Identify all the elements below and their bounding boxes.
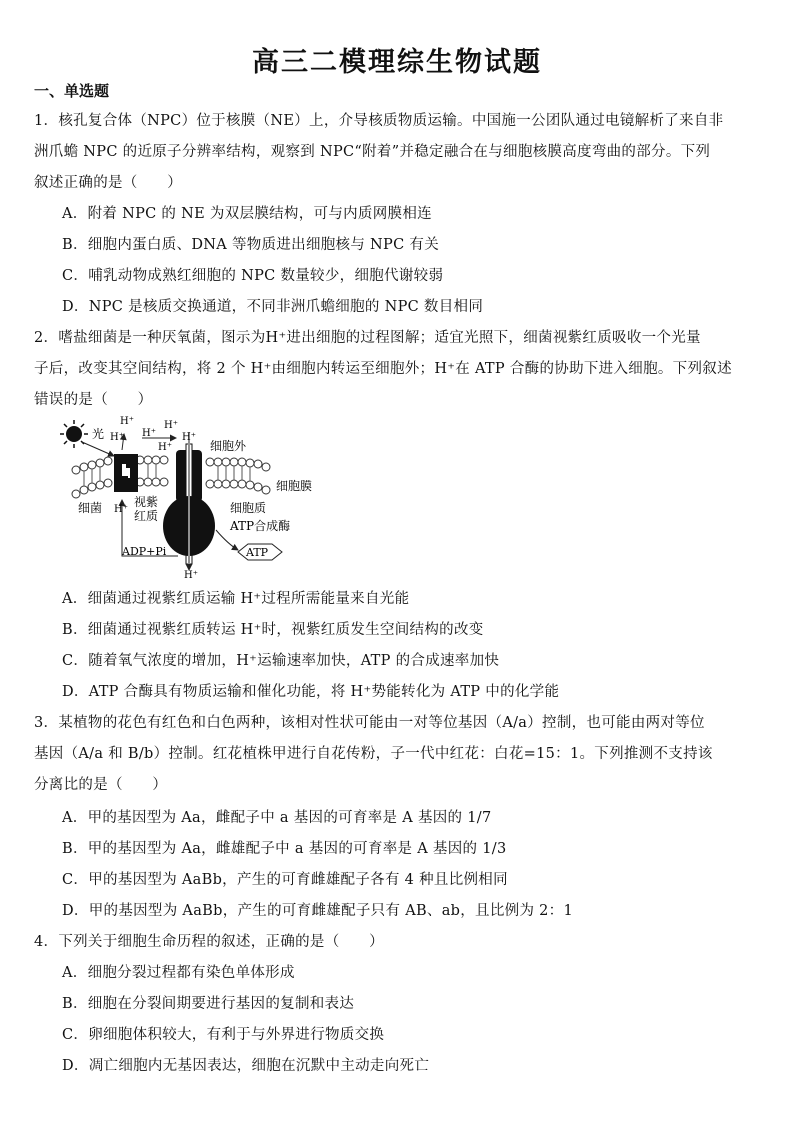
page-title: 高三二模理综生物试题 bbox=[252, 47, 542, 78]
q1-stem-line-1: 1．核孔复合体（NPC）位于核膜（NE）上，介导核质物质运输。中国施一公团队通过电镜解析了来自非 bbox=[34, 113, 724, 129]
q3-option-d: D．甲的基因型为 AaBb，产生的可育雌雄配子只有 AB、ab，且比例为 2：1 bbox=[62, 903, 574, 919]
q4-option-c: C．卵细胞体积较大，有利于与外界进行物质交换 bbox=[62, 1027, 385, 1043]
q1-option-c: C．哺乳动物成熟红细胞的 NPC 数量较少，细胞代谢较弱 bbox=[62, 268, 444, 284]
label-atp: ATP bbox=[246, 546, 269, 559]
label-h-1: H⁺ bbox=[120, 416, 134, 427]
label-h-7: H⁺ bbox=[114, 504, 128, 515]
sun-icon bbox=[60, 420, 88, 448]
label-h-4: H⁺ bbox=[164, 420, 178, 431]
label-bacteria: 细菌 bbox=[78, 501, 103, 515]
q4-stem-line-1: 4．下列关于细胞生命历程的叙述，正确的是（ ） bbox=[34, 934, 384, 950]
q3-stem-line-2: 基因（A/a 和 B/b）控制。红花植株甲进行自花传粉，子一代中红花：白花=15：1。下列推测不支持该 bbox=[34, 746, 713, 762]
label-atp-synthase: ATP合成酶 bbox=[230, 519, 291, 533]
q3-stem-line-1: 3．某植物的花色有红色和白色两种，该相对性状可能由一对等位基因（A/a）控制，也可能由两对等位 bbox=[34, 715, 705, 731]
q3-stem-line-3: 分离比的是（ ） bbox=[34, 777, 168, 793]
q1-option-a: A．附着 NPC 的 NE 为双层膜结构，可与内质网膜相连 bbox=[62, 206, 432, 222]
label-outside: 细胞外 bbox=[210, 439, 247, 453]
label-membrane: 细胞膜 bbox=[276, 479, 313, 493]
q4-option-a: A．细胞分裂过程都有染色单体形成 bbox=[62, 965, 295, 981]
section-heading: 一、单选题 bbox=[34, 82, 110, 100]
q2-stem-line-2: 子后，改变其空间结构，将 2 个 H⁺由细胞内转运至细胞外；H⁺在 ATP 合酶的协助下进入细胞。下列叙述 bbox=[34, 361, 732, 377]
q1-stem-line-2: 洲爪蟾 NPC 的近原子分辨率结构，观察到 NPC“附着”并稳定融合在与细胞核膜高度弯曲的部分。下列 bbox=[34, 144, 711, 160]
label-h-8: H⁺ bbox=[184, 570, 198, 580]
q2-option-d: D．ATP 合酶具有物质运输和催化功能，将 H⁺势能转化为 ATP 中的化学能 bbox=[62, 684, 560, 700]
q3-option-c: C．甲的基因型为 AaBb，产生的可育雌雄配子各有 4 种且比例相同 bbox=[62, 872, 508, 888]
q2-option-b: B．细菌通过视紫红质转运 H⁺时，视紫红质发生空间结构的改变 bbox=[62, 622, 484, 638]
q4-option-b: B．细胞在分裂间期要进行基因的复制和表达 bbox=[62, 996, 355, 1012]
q2-stem-line-1: 2．嗜盐细菌是一种厌氧菌，图示为H⁺进出细胞的过程图解；适宜光照下，细菌视紫红质吸收一个光量 bbox=[34, 330, 701, 346]
label-light: 光 bbox=[92, 427, 105, 441]
q3-option-a: A．甲的基因型为 Aa，雌配子中 a 基因的可育率是 A 基因的 1/7 bbox=[62, 810, 492, 826]
label-h-3: H⁺ bbox=[142, 428, 156, 439]
label-h-6: H⁺ bbox=[182, 432, 196, 443]
q3-option-b: B．甲的基因型为 Aa，雌雄配子中 a 基因的可育率是 A 基因的 1/3 bbox=[62, 841, 507, 857]
label-cytoplasm: 细胞质 bbox=[230, 501, 267, 515]
label-h-5: H⁺ bbox=[158, 442, 172, 453]
q2-stem-line-3: 错误的是（ ） bbox=[34, 392, 153, 408]
q1-stem-line-3: 叙述正确的是（ ） bbox=[34, 175, 182, 191]
label-adp-pi: ADP+Pi bbox=[122, 545, 167, 558]
q1-option-b: B．细胞内蛋白质、DNA 等物质进出细胞核与 NPC 有关 bbox=[62, 237, 440, 253]
q1-option-d: D．NPC 是核质交换通道，不同非洲爪蟾细胞的 NPC 数目相同 bbox=[62, 299, 484, 315]
bacteriorhodopsin-shape bbox=[114, 454, 138, 492]
label-h-2: H⁺ bbox=[110, 432, 124, 443]
proton-transport-diagram bbox=[58, 410, 328, 580]
q2-option-c: C．随着氧气浓度的增加，H⁺运输速率加快，ATP 的合成速率加快 bbox=[62, 653, 500, 669]
label-rhodopsin-2: 红质 bbox=[134, 509, 159, 523]
q4-option-d: D．凋亡细胞内无基因表达，细胞在沉默中主动走向死亡 bbox=[62, 1058, 430, 1074]
label-rhodopsin-1: 视紫 bbox=[134, 495, 159, 509]
q2-option-a: A．细菌通过视紫红质运输 H⁺过程所需能量来自光能 bbox=[62, 591, 410, 607]
